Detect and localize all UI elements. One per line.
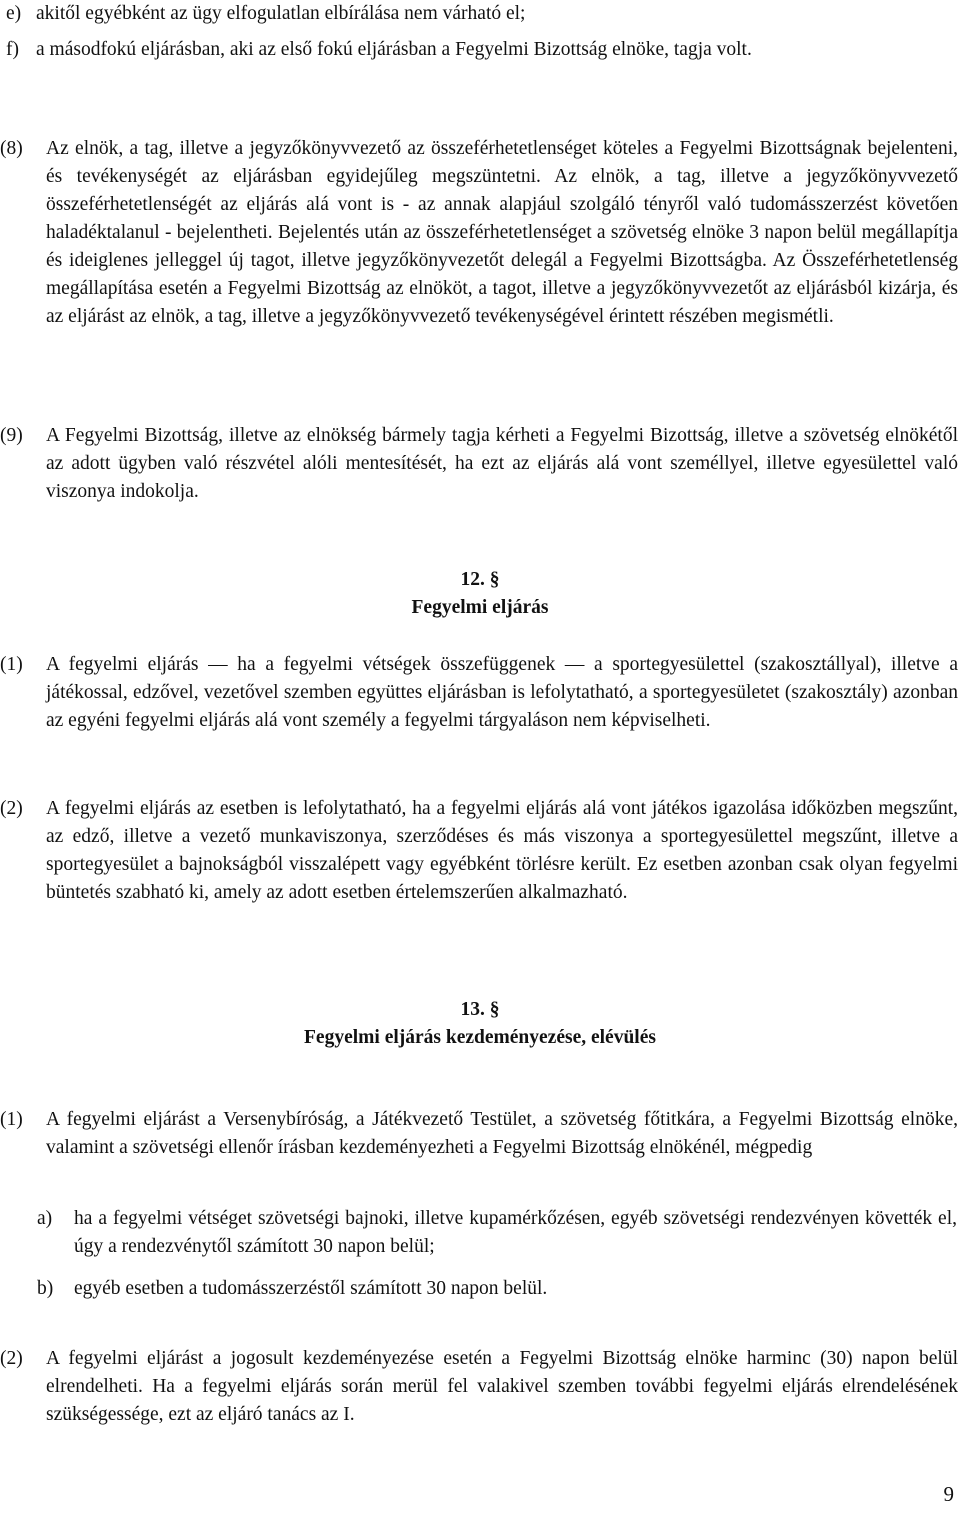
paragraph-8	[0, 135, 958, 331]
section-13-number	[0, 996, 960, 1024]
section-symbol: §	[489, 999, 500, 1020]
section-13-paragraph-1	[0, 1106, 958, 1162]
section-12-paragraph-2	[0, 795, 958, 907]
section-13-paragraph-2	[0, 1345, 958, 1429]
section-number: 13.	[460, 999, 485, 1020]
paragraph-number: (1)	[0, 654, 23, 675]
section-symbol: §	[489, 569, 500, 590]
section-12-paragraph-1	[0, 651, 958, 735]
list-item-f	[0, 36, 958, 64]
paragraph-text: Az elnök, a tag, illetve a jegyzőkönyvvezető az összeférhetetlenséget köteles a Fegyelmi Bizottságnak bejelenteni, és tevékenységét az eljárásban egyidejűleg megszüntetni. Az elnök, a tag, illetve a jegyzőkönyvvezető összeférhetetlenségét az eljárás alá vont is - az annak alapjául szolgáló tényről való tudomásszerzést követően haladéktalanul - bejelentheti. Bejelentés után az összeférhetetlenséget a szövetség elnöke 3 napon belül megállapítja és ideiglenes jelleggel új tagot, illetve jegyzőkönyvezetőt delegál a Fegyelmi Bizottságba. Az Összeférhetetlenség megállapítása esetén a Fegyelmi Bizottság az elnököt, a tagot, illetve a jegyzőkönyvvezetőt az eljárásból kizárja, és az eljárást az elnök, a tag, illetve a jegyzőkönyvvezető tevékenységével érintett részében megismétli.	[46, 138, 958, 327]
list-text: egyéb esetben a tudomásszerzéstől számított 30 napon belül.	[74, 1278, 548, 1299]
paragraph-text: A fegyelmi eljárás — ha a fegyelmi vétségek összefüggenek — a sportegyesülettel (szakosztállyal), illetve a játékossal, edzővel, vezetővel szemben együttes eljárásban is lefolytatható, a sportegyesületet (szakosztály) azonban az egyéni fegyelmi eljárás alá vont személy a fegyelmi tárgyaláson nem képviselheti.	[46, 654, 958, 731]
section-13-subitem-b	[37, 1275, 957, 1303]
list-text: a másodfokú eljárásban, aki az első fokú eljárásban a Fegyelmi Bizottság elnöke, tagja volt.	[36, 39, 752, 60]
list-marker: e)	[6, 3, 22, 24]
paragraph-text: A Fegyelmi Bizottság, illetve az elnökség bármely tagja kérheti a Fegyelmi Bizottság, illetve a szövetség elnökétől az adott ügyben való részvétel alóli mentesítését, ha ezt az eljárás alá vont személlyel, illetve egyesülettel való viszonya indokolja.	[46, 425, 958, 502]
paragraph-number: (2)	[0, 1348, 23, 1369]
paragraph-number: (8)	[0, 138, 23, 159]
section-13-title: Fegyelmi eljárás kezdeményezése, elévülés	[304, 1027, 656, 1048]
paragraph-text: A fegyelmi eljárás az esetben is lefolytatható, ha a fegyelmi eljárás alá vont játékos igazolása időközben megszűnt, az edző, illetve a vezető munkaviszonya, szerződéses és más viszonya a sportegyesülettel megszűnt, illetve a sportegyesület a bajnokságból visszalépett vagy egyébként törlésre került. Ez esetben azonban csak olyan fegyelmi büntetés szabható ki, amely az adott esetben értelemszerűen alkalmazható.	[46, 798, 958, 903]
paragraph-9	[0, 422, 958, 506]
section-12-number	[0, 566, 960, 594]
list-marker: f)	[6, 39, 19, 60]
list-marker: b)	[37, 1278, 54, 1299]
paragraph-number: (1)	[0, 1109, 23, 1130]
page-number: 9	[943, 1482, 954, 1506]
list-marker: a)	[37, 1208, 53, 1229]
list-text: ha a fegyelmi vétséget szövetségi bajnoki, illetve kupamérkőzésen, egyéb szövetségi rendezvényen követték el, úgy a rendezvénytől számított 30 napon belül;	[74, 1208, 957, 1257]
paragraph-text: A fegyelmi eljárást a jogosult kezdeményezése esetén a Fegyelmi Bizottság elnöke harminc (30) napon belül elrendelheti. Ha a fegyelmi eljárás során merül fel valakivel szemben további fegyelmi eljárás elrendelésének szükségessége, ezt az eljáró tanács az I.	[46, 1348, 958, 1425]
paragraph-number: (2)	[0, 798, 23, 819]
section-number: 12.	[460, 569, 485, 590]
section-12-title: Fegyelmi eljárás	[411, 597, 549, 618]
paragraph-number: (9)	[0, 425, 23, 446]
list-item-e	[0, 0, 958, 28]
list-text: akitől egyébként az ügy elfogulatlan elbírálása nem várható el;	[36, 3, 526, 24]
paragraph-text: A fegyelmi eljárást a Versenybíróság, a Játékvezető Testület, a szövetség főtitkára, a Fegyelmi Bizottság elnöke, valamint a szövetségi ellenőr írásban kezdeményezheti a Fegyelmi Bizottság elnökénél, mégpedig	[46, 1109, 958, 1158]
section-13-subitem-a	[37, 1205, 957, 1261]
